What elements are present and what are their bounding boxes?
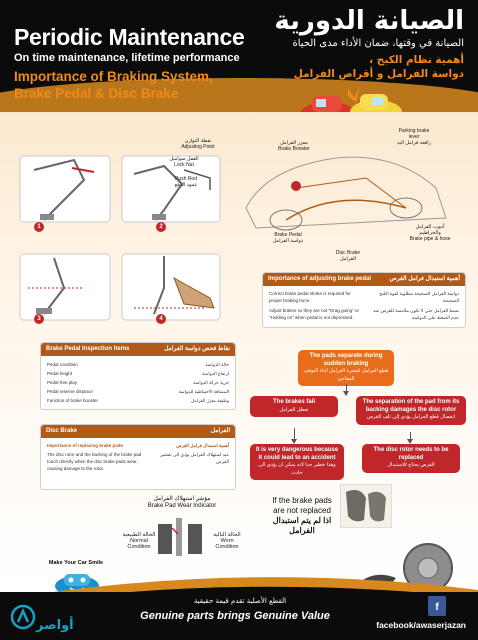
lock-nut-en: Lock Nut: [174, 162, 194, 168]
flow-arrow: [410, 432, 411, 440]
disc-body-en: The disc rotor and the backing of the brake pad touch directly when the disc brake pads wear, causing damage to the rotor.: [47, 452, 142, 471]
brand-name: أواصر: [36, 618, 74, 633]
flow-box-brakes-fail: [250, 396, 338, 417]
page-title-ar: الصيانة الدورية: [274, 6, 464, 36]
inspection-item: [47, 360, 229, 369]
pads-note-line2: are not replaced: [273, 506, 331, 515]
pads-not-replaced-note: [262, 496, 342, 536]
adjusting-panel-title-ar: أهمية استبدال فرامل القرص: [389, 276, 460, 282]
parking-brake-ar: رافعة فرامل اليد: [396, 140, 432, 146]
disc-brake-panel: [40, 424, 236, 490]
lock-nut-label: [166, 156, 202, 168]
disc-panel-text: [47, 451, 229, 472]
brake-booster-en: Brake Booster: [278, 146, 310, 152]
disc-panel-title-ar: الفرامل: [210, 428, 230, 434]
svg-text:f: f: [435, 602, 439, 613]
disc-body-ar: عند استهلاك الفرامل يؤدي الى تقشير القرص: [160, 452, 229, 464]
disc-panel-subtitle: [47, 442, 229, 449]
disc-subtitle-ar: أهمية استبدال فرامل القرص: [176, 443, 229, 448]
flow-box-separation-damage: [356, 396, 466, 425]
normal-condition-en: Normal Condition: [127, 538, 151, 550]
flow-box-3-ar: انفصال قطع الفرامل يؤدي إلى تلف القرص: [366, 414, 455, 420]
wear-indicator-ar: مؤشر استهلاك الفرامل: [153, 496, 211, 502]
disc-panel-title: Disc Brake: [46, 428, 78, 434]
page-subtitle-ar: الصيانة في وقتها، ضمان الأداء مدى الحياة: [292, 38, 464, 49]
flow-box-1-en: The pads separate during sudden braking: [309, 353, 383, 367]
inspection-item-ar: المسافة الاحتياطية للدواسة: [178, 389, 229, 394]
inspection-item: [47, 396, 229, 405]
brake-pedal-en: Brake Pedal: [274, 232, 302, 238]
importance-ar-line2: دواسة الفرامل و أقراص الفرامل: [293, 68, 464, 80]
brake-pipe-en: Brake pipe & hose: [409, 236, 451, 242]
disc-brake-ar: الفرامل: [339, 256, 357, 262]
importance-heading-ar: [294, 53, 464, 81]
normal-condition-ar: الحالة الطبيعية: [122, 532, 156, 538]
facebook-link[interactable]: facebook/awaserjazan: [376, 620, 466, 630]
adjusting-item-1-en: Correct brake pedal stroke is required for proper braking force.: [269, 291, 351, 303]
make-car-smile-label: Make Your Car Smile: [48, 560, 104, 566]
inspection-item-en: Pedal reserve distance: [47, 389, 93, 394]
normal-condition-label: [122, 532, 156, 550]
parking-brake-label: [394, 128, 434, 146]
worn-brake-pads-photo: [340, 484, 392, 528]
share-icon: [428, 596, 446, 616]
header: [0, 0, 478, 112]
pads-note-ar: اذا لم يتم استبدال الفرامل: [272, 516, 332, 535]
footer-tagline: Genuine parts brings Genuine Value: [140, 610, 330, 622]
pads-note-line1: If the brake pads: [272, 496, 332, 505]
inspection-items-list: [41, 356, 235, 409]
importance-heading: Importance of Braking System, Brake Pedal & Disc Brake: [14, 69, 213, 101]
worn-condition-ar: الحالة البالية: [213, 532, 241, 538]
parking-brake-en: Parking brake lever: [398, 128, 430, 140]
step-number-2: 2: [156, 222, 166, 232]
adjusting-item-2-ar: ضبط الفرامل حتى لا تكون ملامسة للقرص عند عدم الضغط على الدواسة: [373, 308, 459, 320]
inspection-item-en: Function of brake booster: [47, 398, 99, 403]
push-rod-label: [168, 176, 204, 188]
footer-tagline-ar: القطع الأصلية تقدم قيمة حقيقية: [193, 597, 287, 605]
flow-box-2-ar: تعطل الفرامل: [279, 406, 309, 413]
inspection-item-ar: وظيفة معزز الفرامل: [191, 398, 229, 403]
inspection-item-ar: حالة الدواسة: [205, 362, 229, 367]
brake-booster-label: [276, 140, 312, 152]
adjusting-item-1: [269, 290, 459, 304]
inspection-item: [47, 387, 229, 396]
inspection-panel-title-ar: نقاط فحص دواسة الفرامل: [164, 346, 230, 352]
flow-box-3-en: The separation of the pad from its backing damages the disc rotor: [362, 399, 460, 413]
step-number-4: 4: [156, 314, 166, 324]
adjusting-item-2: [269, 307, 459, 321]
adjusting-panel-header: [263, 273, 465, 286]
push-rod-en: Push Rod: [175, 176, 197, 182]
push-rod-ar: عمود الدفع: [174, 182, 198, 188]
flow-box-5-en: The disc rotor needs to be replaced: [373, 447, 449, 461]
brake-booster-ar: معزز الفرامل: [280, 140, 308, 146]
importance-ar-line1: أهمية نظام الكبح ،: [369, 54, 464, 66]
adjusting-panel-title: Importance of adjusting brake pedal: [268, 276, 372, 282]
disc-panel-header: [41, 425, 235, 438]
inspection-items-panel: [40, 342, 236, 410]
flow-box-rotor-replace: [362, 444, 460, 473]
disc-brake-label: [330, 250, 366, 262]
inspection-item-en: Pedal free play: [47, 380, 78, 385]
wear-indicator-en: Brake Pad Wear Indicator: [147, 503, 217, 509]
step-number-3: 3: [34, 314, 44, 324]
brake-pipe-label: [408, 224, 452, 242]
brand-logo-icon: [10, 604, 36, 630]
inspection-item-en: Pedal height: [47, 371, 73, 376]
step-number-1: 1: [34, 222, 44, 232]
flow-box-5-ar: القرص يحتاج للاستبدال: [387, 462, 435, 468]
flow-box-4-en: It is very dangerous because it could lead to an accident: [255, 447, 339, 461]
adjusting-item-1-ar: دواسة الفرامل الصحيحة مطلوبة لقوة الكبح الصحيحة: [379, 291, 459, 303]
adjusting-panel-body: [263, 286, 465, 325]
adjusting-point-ar: نقطة التوازن: [184, 138, 212, 144]
adjusting-point-en: Adjusting Point: [181, 144, 215, 150]
inspection-item-ar: ارتفاع الدواسة: [202, 371, 229, 376]
adjusting-brake-pedal-panel: [262, 272, 466, 328]
brake-pedal-label: [268, 232, 308, 244]
lock-nut-ar: القفل صواميل: [169, 156, 199, 162]
worn-condition-label: [210, 532, 244, 550]
flow-arrow: [346, 384, 347, 392]
brake-pipe-ar: أنبوب الفرامل والخراطيم: [415, 224, 445, 236]
flow-box-2-en: The brakes fail: [272, 399, 316, 405]
adjusting-point-label: [178, 138, 218, 150]
flow-arrow: [294, 428, 295, 440]
disc-panel-body: [41, 438, 235, 476]
worn-condition-en: Worn Condition: [215, 538, 239, 550]
disc-brake-en: Disc Brake: [335, 250, 361, 256]
inspection-item-ar: حرية حركة الدواسة: [193, 380, 229, 385]
brake-pedal-diagram-bottom: [14, 248, 224, 332]
inspection-item-en: Pedal condition: [47, 362, 78, 367]
inspection-item: [47, 378, 229, 387]
page-title: Periodic Maintenance: [14, 24, 245, 50]
adjusting-item-2-en: Adjust brakes so they are not "Drag going" or "Holding on" when pedal is not depressed.: [269, 308, 359, 320]
wear-indicator-title: [136, 496, 228, 510]
inspection-panel-title: Brake Pedal Inspection Items: [46, 346, 130, 352]
flow-box-dangerous: [250, 444, 344, 480]
brake-pedal-ar: دواسة الفرامل: [272, 238, 304, 244]
flow-box-4-ar: وهذا خطير جدا لانه يمكن ان يؤدي الى حادث: [258, 462, 336, 476]
disc-subtitle-en: Importance of replacing brake pads: [47, 443, 124, 448]
inspection-panel-header: [41, 343, 235, 356]
page-subtitle: On time maintenance, lifetime performance: [14, 52, 240, 64]
flow-box-pads-separate: [298, 350, 394, 386]
wear-indicator-diagram: [154, 514, 210, 560]
flow-box-1-ar: قطع الفرامل لقشرة الفرامل اثناء التوقف المفاجئ: [303, 368, 389, 382]
inspection-item: [47, 369, 229, 378]
